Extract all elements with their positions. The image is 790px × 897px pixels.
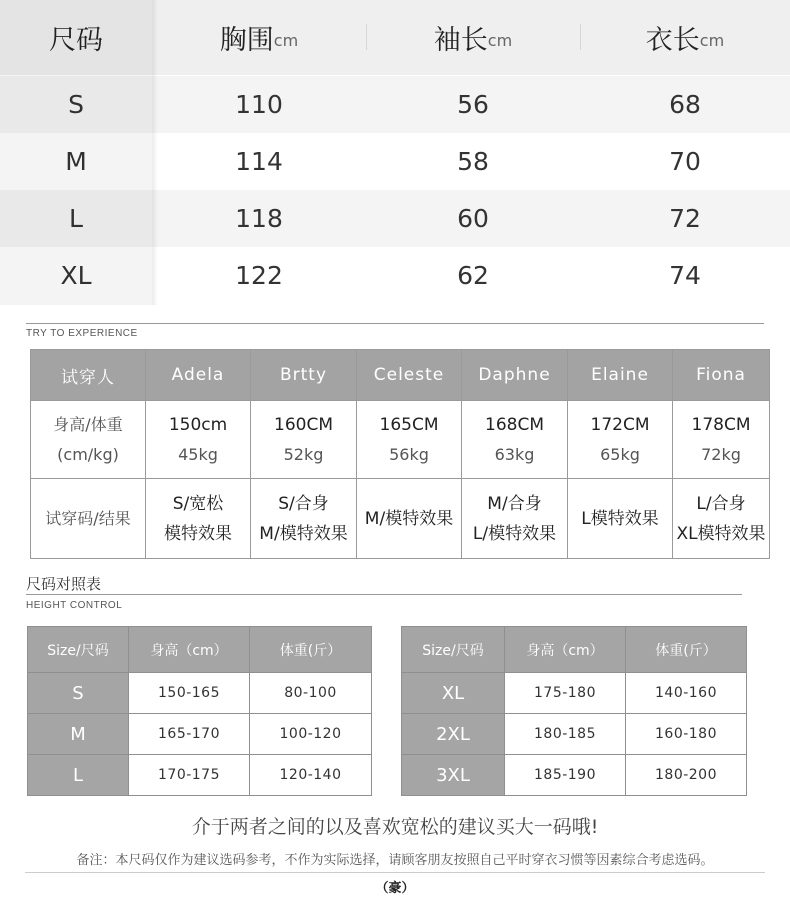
tester-header: 试穿人 [31,350,146,401]
header-height: 身高（cm） [505,627,626,673]
chest-cell: 118 [235,204,283,233]
tester-name: Elaine [568,350,673,401]
length-cell: 72 [669,204,701,233]
header-size: Size/尺码 [28,627,129,673]
size-cell: 2XL [402,714,505,755]
header-divider [580,24,581,50]
height-cell: 165-170 [129,714,250,755]
size-table-left [27,626,372,796]
size-cell: XL [60,261,92,290]
header-weight: 体重(斤） [626,627,747,673]
table-row [28,755,372,796]
tester-measure: 168CM 63kg [462,401,568,479]
sleeve-cell: 56 [457,90,489,119]
size-cell: M [65,147,87,176]
tester-name: Adela [146,350,251,401]
size-table-right [401,626,747,796]
header-divider [366,24,367,50]
size-note: 备注：本尺码仅作为建议选码参考，不作为实际选择，请顾客朋友按照自己平时穿衣习惯等因素综合考虑选码。 [76,853,714,868]
header-size: 尺码 [49,25,103,56]
length-cell: 68 [669,90,701,119]
tester-measure: 178CM 72kg [673,401,770,479]
tester-result: S/宽松 模特效果 [146,479,251,559]
chest-cell: 110 [235,90,283,119]
table-row [0,190,790,247]
height-weight-row [31,401,770,479]
size-table-header [402,627,747,673]
try-header-row [31,350,770,401]
weight-cell: 160-180 [626,714,747,755]
height-cell: 175-180 [505,673,626,714]
table-row [0,133,790,190]
weight-cell: 140-160 [626,673,747,714]
header-size: Size/尺码 [402,627,505,673]
height-weight-label: 身高/体重 (cm/kg) [31,401,146,479]
size-chart-header [0,0,790,75]
size-cell: XL [402,673,505,714]
tester-measure: 172CM 65kg [568,401,673,479]
footer-mark: （豪） [375,881,415,896]
size-column-divider [152,0,158,305]
size-cell: L [69,204,83,233]
height-cell: 180-185 [505,714,626,755]
tester-measure: 160CM 52kg [251,401,357,479]
size-cell: L [28,755,129,796]
length-cell: 74 [669,261,701,290]
tester-result: S/合身 M/模特效果 [251,479,357,559]
weight-cell: 80-100 [250,673,372,714]
tester-name: Fiona [673,350,770,401]
sleeve-cell: 58 [457,147,489,176]
size-cell: S [28,673,129,714]
section-rule [26,323,764,324]
size-cell: S [68,90,84,119]
size-chart [0,0,790,305]
tester-result: L/合身 XL模特效果 [673,479,770,559]
header-weight: 体重(斤） [250,627,372,673]
sleeve-cell: 60 [457,204,489,233]
table-row [402,673,747,714]
header-height: 身高（cm） [129,627,250,673]
section-rule [26,594,742,595]
header-length: 衣长 cm [645,25,725,56]
size-tip: 介于两者之间的以及喜欢宽松的建议买大一码哦! [191,816,599,838]
height-cell: 170-175 [129,755,250,796]
tester-result: M/模特效果 [357,479,462,559]
tester-name: Daphne [462,350,568,401]
length-cell: 70 [669,147,701,176]
tester-measure: 150cm 45kg [146,401,251,479]
size-cell: 3XL [402,755,505,796]
tester-name: Celeste [357,350,462,401]
header-sleeve: 袖长 cm [433,25,513,56]
table-row [402,714,747,755]
result-row [31,479,770,559]
footer-rule [25,872,765,873]
size-table-header [28,627,372,673]
table-row [0,247,790,304]
tester-measure: 165CM 56kg [357,401,462,479]
weight-cell: 180-200 [626,755,747,796]
header-chest: 胸围 cm [219,25,299,56]
try-caption: TRY TO EXPERIENCE [26,328,138,339]
result-label: 试穿码/结果 [31,479,146,559]
sleeve-cell: 62 [457,261,489,290]
weight-cell: 100-120 [250,714,372,755]
chest-cell: 114 [235,147,283,176]
table-row [28,673,372,714]
tester-result: L模特效果 [568,479,673,559]
weight-cell: 120-140 [250,755,372,796]
height-control-caption: HEIGHT CONTROL [26,600,123,611]
chest-cell: 122 [235,261,283,290]
tester-name: Brtty [251,350,357,401]
height-cell: 150-165 [129,673,250,714]
table-row [402,755,747,796]
table-row [0,76,790,133]
try-on-table [30,349,770,559]
tester-result: M/合身 L/模特效果 [462,479,568,559]
size-cell: M [28,714,129,755]
table-row [28,714,372,755]
height-cell: 185-190 [505,755,626,796]
height-control-title: 尺码对照表 [26,575,102,593]
